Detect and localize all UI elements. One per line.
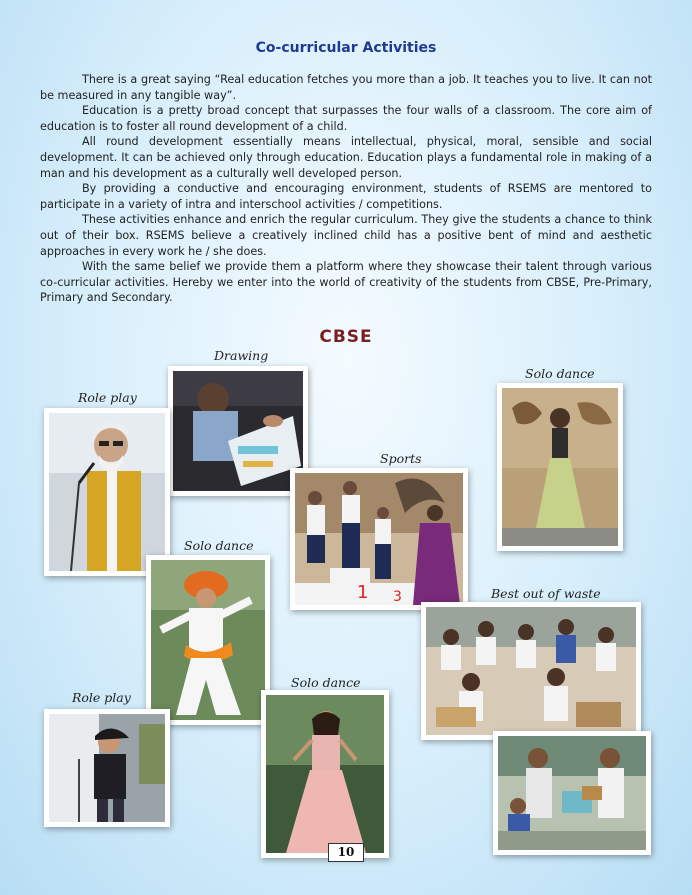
photo-role-play-2 <box>44 709 170 827</box>
page-number: 10 <box>328 843 364 862</box>
caption-role-play-2: Role play <box>72 690 131 705</box>
paragraph: These activities enhance and enrich the regular curriculum. They give the students a chance to think out of their box. RSEMS believe a creatively inclined child has a positive bent of mind and aesthetic approaches in every work he / she does. <box>40 213 652 258</box>
photo-sports <box>290 468 468 610</box>
caption-solo-dance-1: Solo dance <box>525 366 595 381</box>
caption-solo-dance-2: Solo dance <box>184 538 254 553</box>
photo-award <box>493 731 651 855</box>
caption-drawing: Drawing <box>214 348 269 363</box>
caption-solo-dance-3: Solo dance <box>291 675 361 690</box>
svg-text:1: 1 <box>357 582 369 603</box>
photo-best-out-of-waste <box>421 602 641 740</box>
photo-solo-dance-2 <box>146 555 270 725</box>
photo-drawing <box>168 366 308 496</box>
intro-text <box>40 72 652 306</box>
page-title: Co-curricular Activities <box>255 40 437 56</box>
caption-role-play-1: Role play <box>78 390 137 405</box>
paragraph: There is a great saying “Real education fetches you more than a job. It teaches you to live. It can not be measured in any tangible way”. <box>40 73 652 102</box>
photo-role-play-1 <box>44 408 170 576</box>
photo-solo-dance-1 <box>497 383 623 551</box>
paragraph: All round development essentially means intellectual, physical, moral, sensible and social development. It can be achieved only through education. Education plays a fundamental role in making of a man and his development as a culturally well developed person. <box>40 135 652 180</box>
photo-solo-dance-3 <box>261 690 389 858</box>
paragraph: With the same belief we provide them a platform where they showcase their talent through various co-curricular activities. Hereby we enter into the world of creativity of the students from CBSE, Pre-Primary, Primary and Secondary. <box>40 260 652 305</box>
paragraph: Education is a pretty broad concept that surpasses the four walls of a classroom. The core aim of education is to foster all round development of a child. <box>40 104 652 133</box>
caption-best-out-of-waste: Best out of waste <box>491 586 601 601</box>
caption-sports: Sports <box>380 451 422 466</box>
section-heading-cbse: CBSE <box>319 327 373 347</box>
svg-text:3: 3 <box>393 589 402 605</box>
paragraph: By providing a conductive and encouraging environment, students of RSEMS are mentored to participate in a variety of intra and interschool activities / competitions. <box>40 182 652 211</box>
